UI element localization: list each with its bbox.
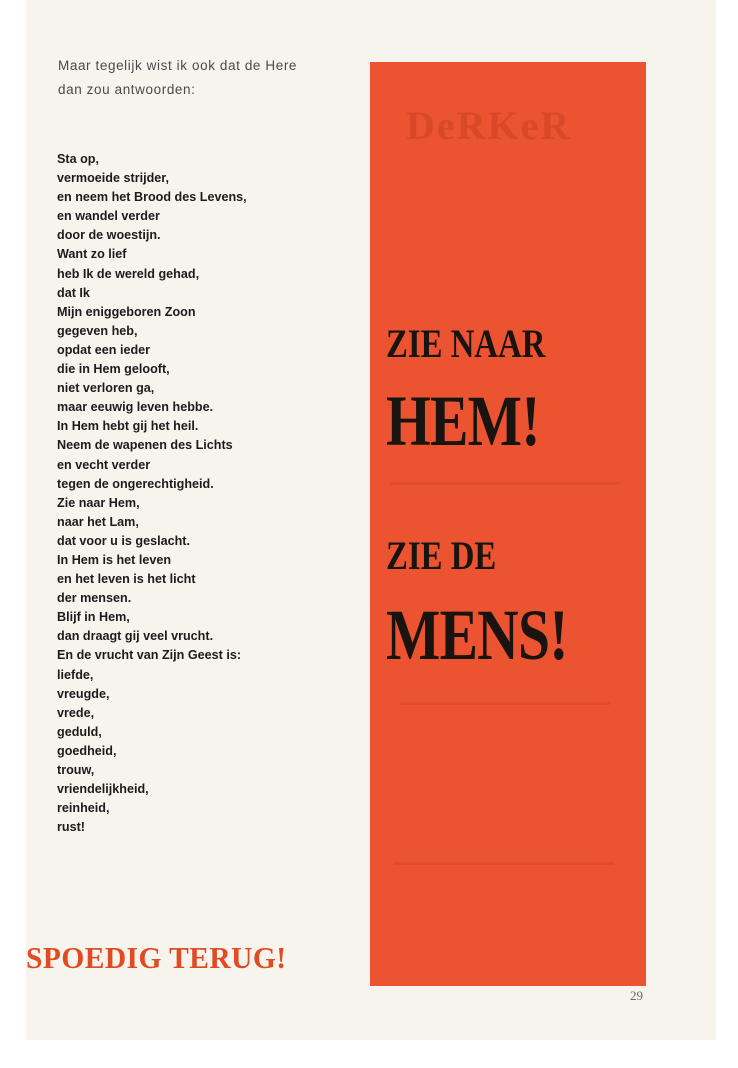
- poem-line: maar eeuwig leven hebbe.: [57, 400, 214, 415]
- ghost-line: [390, 482, 620, 485]
- ghost-show-through: DeRKeR: [406, 103, 572, 148]
- poem-line: door de woestijn.: [57, 228, 161, 243]
- poem-line: der mensen.: [57, 591, 132, 606]
- poem-line: vriendelijkheid,: [57, 782, 149, 797]
- intro-text: [58, 54, 358, 102]
- poem-line: en het leven is het licht: [57, 572, 196, 587]
- poem-line: en neem het Brood des Levens,: [57, 190, 247, 205]
- poem-line: tegen de ongerechtigheid.: [57, 476, 214, 491]
- poem-line: In Hem hebt gij het heil.: [57, 419, 199, 434]
- poem-line: Want zo lief: [57, 247, 127, 262]
- poem-line: Neem de wapenen des Lichts: [57, 438, 233, 453]
- poem-line: reinheid,: [57, 801, 110, 816]
- poem-line: dat voor u is geslacht.: [57, 533, 190, 548]
- poem-line: gegeven heb,: [57, 323, 138, 338]
- poem-line: In Hem is het leven: [57, 552, 172, 567]
- poem: [57, 150, 357, 837]
- poem-line: heb Ik de wereld gehad,: [57, 266, 200, 281]
- red-banner-panel: [370, 62, 646, 986]
- poem-line: vermoeide strijder,: [57, 171, 169, 186]
- poem-line: Zie naar Hem,: [57, 495, 140, 510]
- poem-line: goedheid,: [57, 743, 117, 758]
- poem-line: trouw,: [57, 763, 95, 777]
- poem-line: vreugde,: [57, 686, 110, 701]
- poem-line: Blijf in Hem,: [57, 610, 130, 625]
- poem-line: die in Hem gelooft,: [57, 362, 170, 377]
- ghost-line: [394, 862, 614, 865]
- banner-line-mens: MENS!: [386, 595, 568, 675]
- poem-line: opdat een ieder: [57, 342, 151, 357]
- poem-line: Sta op,: [57, 152, 99, 166]
- poem-line: Mijn eniggeboren Zoon: [57, 304, 196, 319]
- banner-line-hem: HEM!: [386, 381, 540, 461]
- poem-line: geduld,: [57, 724, 102, 739]
- poem-line: dan draagt gij veel vrucht.: [57, 629, 214, 644]
- banner-line-zie-naar: ZIE NAAR: [386, 321, 546, 366]
- footer-headline: SPOEDIG TERUG!: [26, 940, 287, 975]
- intro-line: dan zou antwoorden:: [58, 82, 196, 97]
- poem-line: rust!: [57, 820, 85, 835]
- book-page: [26, 0, 716, 1040]
- poem-line: niet verloren ga,: [57, 381, 155, 396]
- poem-line: en wandel verder: [57, 209, 160, 224]
- poem-line: en vecht verder: [57, 457, 151, 472]
- poem-line: liefde,: [57, 667, 94, 682]
- poem-line: dat Ik: [57, 285, 90, 300]
- intro-line: Maar tegelijk wist ik ook dat de Here: [58, 58, 298, 73]
- poem-line: vrede,: [57, 705, 95, 720]
- ghost-line: [400, 702, 610, 705]
- poem-line: naar het Lam,: [57, 514, 139, 529]
- page-number: 29: [630, 988, 643, 1003]
- banner-line-zie-de: ZIE DE: [386, 533, 497, 578]
- poem-line: En de vrucht van Zijn Geest is:: [57, 648, 242, 663]
